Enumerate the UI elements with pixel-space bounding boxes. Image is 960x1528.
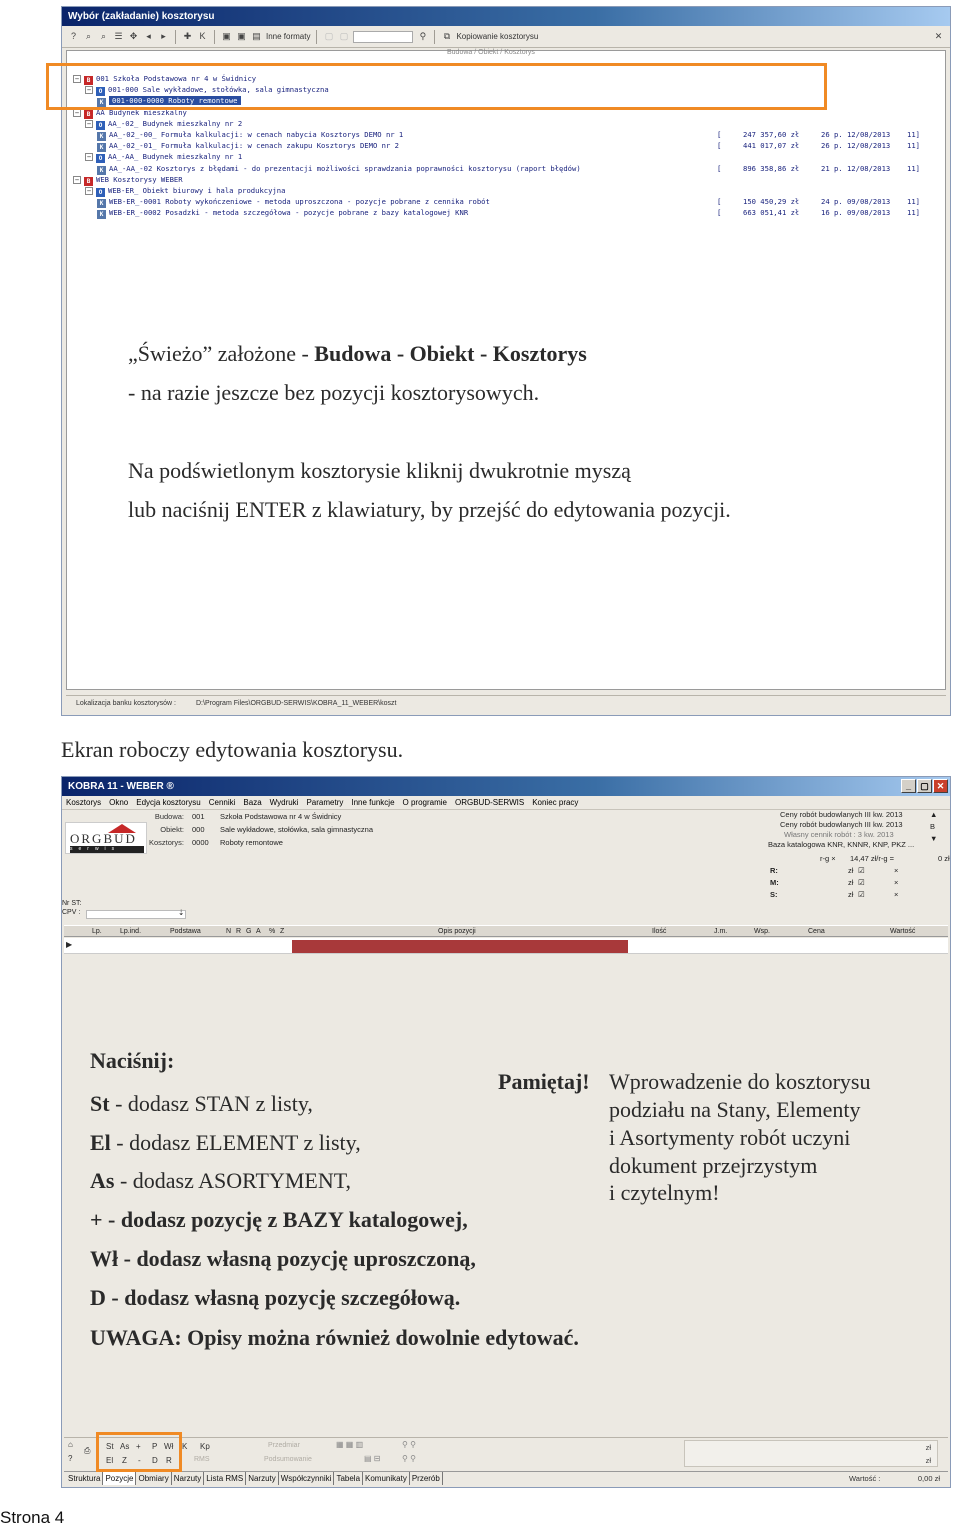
tab-6[interactable]: Narzuty [246, 1472, 279, 1485]
kosztorys-date: 26 p. 12/08/2013 [821, 141, 891, 151]
positions-grid-row[interactable] [64, 938, 948, 954]
przedmiar-button: Przedmiar [268, 1442, 300, 1449]
tree-item[interactable] [97, 163, 581, 174]
add-button[interactable]: + [136, 1442, 141, 1451]
collapse-icon[interactable]: − [86, 119, 92, 128]
kosztorys-tree [66, 50, 946, 690]
menu-item[interactable]: Edycja kosztorysu [136, 798, 201, 807]
cpv-label: CPV : [62, 909, 81, 916]
zoom-out-icon[interactable]: ⌕ [100, 31, 107, 41]
tree-item-label: AA_-AA_-02 Kosztorys z błędami - do prezentacji możliwości sprawdzania poprawności kosztorysu (raport błędów) [109, 163, 581, 173]
wartosc-value: 0,00 zł [917, 1474, 940, 1483]
budowa-code: 001 [192, 812, 205, 821]
menu-item[interactable]: Cenniki [208, 798, 236, 807]
arrow-right-icon[interactable]: ▸ [161, 31, 166, 41]
highlight-frame-new-kosztorys [46, 63, 827, 110]
copy-icon[interactable]: ⧉ [443, 31, 451, 41]
table-icon[interactable]: ▦ ▦ ▥ [336, 1440, 364, 1449]
instruction-el-text: - dodasz ELEMENT z listy, [110, 1130, 361, 1155]
tree-item-label: 001 Szkoła Podstawowa nr 4 w Świdnicy [96, 74, 257, 83]
row-pointer-icon: ▶ [66, 940, 73, 949]
uwaga-note: UWAGA: Opisy można również dowolnie edytować. [90, 1325, 579, 1350]
m-checkbox[interactable]: ☑ [858, 878, 865, 887]
instructions-title: Naciśnij: [90, 1048, 175, 1073]
app-title-text: KOBRA 11 - WEBER ® [68, 781, 174, 792]
kosztorys-date: 24 p. 09/08/2013 [821, 197, 891, 207]
instruction-wl: Wł - dodasz własną pozycję uproszczoną, [90, 1246, 476, 1271]
nr-st-label: Nr ST: [62, 900, 82, 907]
kosztorys-bracket: [ [717, 141, 722, 151]
kosztorys-bracket: [ [717, 208, 722, 218]
save-icon[interactable]: ▣ [222, 31, 231, 41]
menu-item[interactable]: Kosztorys [66, 798, 102, 807]
other-formats-button[interactable]: Inne formaty [266, 32, 311, 41]
app-title [62, 777, 950, 796]
s-checkbox[interactable]: ☑ [858, 890, 865, 899]
tree-item-label: AA_-02_-00_ Formuła kalkulacji: w cenach nabycia Kosztorys DEMO nr 1 [109, 130, 404, 139]
budowa-icon: B [84, 76, 93, 85]
menu-item[interactable]: O programie [402, 798, 447, 807]
add-button[interactable]: R [166, 1456, 172, 1465]
remember-line-5: i czytelnym! [609, 1180, 720, 1205]
collapse-icon[interactable]: − [74, 75, 80, 83]
tree-caption: Budowa / Obiekt / Kosztorys [447, 49, 535, 56]
budowa-icon: B [84, 177, 93, 186]
column-header[interactable]: Ilość [652, 928, 667, 935]
zoom-icon[interactable]: ⌕ [85, 31, 92, 41]
column-header[interactable]: Podstawa [170, 928, 201, 935]
remember-line-3: i Asortymenty robót uczyni [609, 1125, 851, 1150]
base-catalog: Baza katalogowa KNR, KNNR, KNP, PKZ ... [768, 840, 915, 849]
column-header[interactable]: Cena [808, 928, 825, 935]
search-field[interactable] [353, 31, 413, 43]
tree-item[interactable] [97, 207, 468, 218]
tab-8[interactable]: Tabela [334, 1472, 363, 1485]
tab-10[interactable]: Przerób [410, 1472, 443, 1485]
tree-item[interactable] [85, 118, 242, 129]
highlight-frame-add-buttons [96, 1432, 182, 1472]
kosztorys-icon: K [97, 143, 106, 152]
budowa-name: Szkoła Podstawowa nr 4 w Świdnicy [220, 812, 342, 821]
b-icon[interactable]: B [930, 822, 936, 831]
tree-item[interactable] [85, 185, 285, 196]
kosztorys-icon: K [97, 98, 106, 107]
column-header[interactable]: N [226, 928, 232, 935]
minimize-icon[interactable]: _ [901, 779, 916, 793]
kosztorys-date: 26 p. 12/08/2013 [821, 130, 891, 139]
column-header[interactable]: J.m. [714, 928, 728, 935]
tab-3[interactable]: Obmiary [136, 1472, 171, 1485]
kosztorys-name: Roboty remontowe [220, 838, 283, 847]
add-button[interactable]: P [152, 1442, 158, 1451]
caption-line-2: - na razie jeszcze bez pozycji kosztorysowych. [128, 380, 540, 405]
m-label: M: [770, 878, 779, 887]
instruction-d: D - dodasz własną pozycję szczegółową. [90, 1285, 461, 1310]
kosztorys-amount: 663 051,41 zł [743, 208, 800, 218]
column-header[interactable]: G [246, 928, 252, 935]
remember-title: Pamiętaj! [498, 1069, 590, 1094]
cpv-input[interactable] [86, 910, 186, 919]
tab-9[interactable]: Komunikaty [363, 1472, 410, 1485]
column-header[interactable]: % [269, 928, 276, 935]
move-icon[interactable]: ✥ [129, 31, 138, 41]
kosztorys-end: 11] [907, 208, 920, 218]
tab-4[interactable]: Narzuty [172, 1472, 205, 1485]
add-button[interactable]: - [138, 1456, 141, 1465]
disabled-icon: ▢ [324, 31, 334, 41]
s-times-icon: × [894, 890, 899, 899]
instruction-el [90, 1130, 361, 1156]
tree-item-label: 001-000 Sale wykładowe, stołówka, sala gimnastyczna [108, 85, 329, 95]
wartosc-summary [849, 1472, 940, 1485]
new-position-cell[interactable] [292, 940, 628, 953]
instruction-st-text: - dodasz STAN z listy, [109, 1091, 313, 1116]
collapse-icon[interactable]: − [86, 86, 92, 95]
m-times-icon: × [894, 878, 899, 887]
kosztorys-icon: K [97, 199, 106, 208]
obiekt-label: Obiekt: [160, 825, 184, 834]
add-icon[interactable]: ✚ [183, 31, 192, 41]
tree-item-label: AA_-02_-01_ Formuła kalkulacji: w cenach zakupu Kosztorys DEMO nr 2 [109, 141, 399, 151]
orgbud-logo [65, 822, 147, 854]
r-times-icon: × [894, 866, 899, 875]
kosztorys-icon: K [97, 166, 106, 175]
status-path: D:\Program Files\ORGBUD-SERWIS\KOBRA_11_WEBER\koszt [196, 700, 397, 707]
menu-item[interactable]: Wydruki [269, 798, 299, 807]
column-header[interactable]: A [256, 928, 261, 935]
kosztorys-bracket: [ [717, 197, 722, 207]
kosztorys-amount: 247 357,60 zł [743, 130, 800, 139]
kosztorys-amount: 150 450,29 zł [743, 197, 800, 207]
collapse-icon[interactable]: − [74, 175, 80, 184]
column-header[interactable]: Z [280, 928, 285, 935]
arrow-left-icon[interactable]: ◂ [146, 31, 151, 41]
obiekt-icon: O [96, 154, 105, 163]
tree-item-label: WEB-ER_-0002 Posadzki - metoda szczegółowa - pozycje pobrane z bazy katalogowej KNR [109, 208, 469, 218]
add-button[interactable]: As [120, 1442, 130, 1451]
kosztorys-label: Kosztorys: [148, 838, 184, 847]
list-icon[interactable]: ☰ [114, 31, 123, 41]
column-header[interactable]: Lp.ind. [120, 928, 142, 935]
price-list-2: Ceny robót budowlanych III kw. 2013 [780, 820, 903, 829]
caption-line-1-bold: Budowa - Obiekt - Kosztorys [314, 341, 587, 366]
menu-bar [62, 796, 950, 810]
totals-panel [684, 1440, 938, 1467]
obiekt-icon: O [96, 87, 105, 96]
kosztorys-bracket: [ [717, 130, 722, 139]
delete-icon[interactable]: ▤ ⊟ [364, 1454, 381, 1463]
caption-line-4: lub naciśnij ENTER z klawiatury, by przejść do edytowania pozycji. [128, 497, 731, 522]
bottom-tabs [64, 1471, 948, 1485]
key-el: El [90, 1130, 111, 1155]
filter-icon[interactable]: ⚲ ⚲ [402, 1454, 416, 1463]
caption-line-3: Na podświetlonym kosztorysie kliknij dwukrotnie myszą [128, 458, 631, 483]
column-header[interactable]: Wsp. [754, 928, 770, 935]
tree-item-label: WEB Kosztorysy WEBER [96, 174, 183, 184]
open-icon[interactable]: ⌂ [68, 1440, 73, 1449]
kosztorys-code: 0000 [192, 838, 209, 847]
total-currency-1: zł [925, 1443, 931, 1452]
help-icon[interactable]: ? [70, 31, 76, 41]
add-button[interactable]: St [106, 1442, 114, 1451]
total-currency-2: zł [925, 1456, 931, 1465]
s-currency: zł [848, 890, 854, 899]
positions-grid-header [64, 925, 948, 937]
tree-item-label: WEB-ER_-0001 Roboty wykończeniowe - metoda uproszczona - pozycje pobrane z cennika robót [109, 197, 490, 207]
window-title: Wybór (zakładanie) kosztorysu [62, 7, 950, 26]
instruction-plus: + - dodasz pozycję z BAZY katalogowej, [90, 1207, 468, 1232]
menu-item[interactable]: Inne funkcje [351, 798, 395, 807]
save-as-icon[interactable]: ▣ [237, 31, 246, 41]
rg-label: r-g × [820, 854, 836, 863]
podsumowanie-button: Podsumowanie [264, 1456, 312, 1463]
selection-toolbar [62, 26, 950, 48]
key-as: As [90, 1168, 115, 1193]
maximize-icon[interactable]: ▢ [917, 779, 932, 793]
arrow-up-icon[interactable]: ▲ [930, 810, 938, 819]
caption-line-1-pre: „Świeżo” założone - [128, 341, 315, 366]
rms-button: RMS [194, 1456, 210, 1463]
remember-line-1: Wprowadzenie do kosztorysu [609, 1069, 871, 1094]
binoculars-icon[interactable]: ⚲ [419, 31, 427, 41]
kosztorys-date: 16 p. 09/08/2013 [821, 208, 891, 218]
search-icon[interactable]: ⚲ ⚲ [402, 1440, 416, 1449]
page-number: Strona 4 [0, 1508, 65, 1527]
arrow-down-icon[interactable]: ▼ [930, 834, 938, 843]
export-icon[interactable]: ▤ [252, 31, 261, 41]
instruction-as [90, 1168, 351, 1194]
tree-item-label: AA_-AA_ Budynek mieszkalny nr 1 [108, 152, 243, 162]
s-label: S: [770, 890, 778, 899]
cpv-dropdown-icon[interactable]: ⇣ [178, 908, 185, 917]
obiekt-row [140, 825, 373, 834]
logo-text: ORGBUD [70, 831, 137, 846]
budowa-row [140, 812, 341, 821]
obiekt-code: 000 [192, 825, 205, 834]
logo-subtext: serwis [70, 846, 144, 853]
add-button[interactable]: Kp [200, 1442, 210, 1451]
positions-grid-body [64, 955, 948, 1435]
print-icon[interactable]: ⎙ [84, 1446, 91, 1455]
tree-item-label: 001-000-0000 Roboty remontowe [109, 96, 241, 105]
column-header[interactable]: Opis pozycji [438, 928, 476, 935]
rg-total: 0 zł [938, 854, 950, 863]
copy-kosztorys-button[interactable]: Kopiowanie kosztorysu [456, 32, 539, 41]
bottom-toolbar [64, 1437, 948, 1469]
kosztorys-bracket: [ [717, 163, 722, 173]
help-icon-bottom[interactable]: ? [68, 1454, 73, 1463]
status-bar [66, 695, 946, 711]
collapse-icon[interactable]: − [86, 153, 92, 162]
tab-7[interactable]: Współczynniki [279, 1472, 335, 1485]
m-currency: zł [848, 878, 854, 887]
r-label: R: [770, 866, 778, 875]
key-icon[interactable]: K [199, 31, 206, 41]
tree-item-label: AA Budynek mieszkalny [96, 107, 187, 117]
section-title: Ekran roboczy edytowania kosztorysu. [61, 737, 404, 762]
rg-value: 14,47 zł/r-g = [850, 854, 894, 863]
tree-item[interactable] [85, 151, 242, 162]
instruction-as-text: - dodasz ASORTYMENT, [114, 1168, 352, 1193]
r-checkbox[interactable]: ☑ [858, 866, 865, 875]
add-button[interactable]: Z [122, 1456, 127, 1465]
tab-5[interactable]: Lista RMS [204, 1472, 246, 1485]
close-window-icon[interactable]: ✕ [933, 779, 948, 793]
menu-item[interactable]: Parametry [306, 798, 344, 807]
status-label: Lokalizacja banku kosztorysów : [76, 700, 176, 707]
kosztorys-header [62, 810, 950, 920]
price-list-1: Ceny robót budowlanych III kw. 2013 [780, 810, 903, 819]
disabled-icon-2: ▢ [339, 31, 349, 41]
key-st: St [90, 1091, 110, 1116]
wartosc-label: Wartość : [848, 1474, 881, 1483]
menu-item[interactable]: Koniec pracy [532, 798, 579, 807]
tab-1[interactable]: Struktura [66, 1472, 103, 1485]
menu-item[interactable]: ORGBUD-SERWIS [454, 798, 525, 807]
tree-item[interactable] [97, 196, 490, 207]
tab-2[interactable]: Pozycje [103, 1472, 136, 1485]
column-header[interactable]: R [236, 928, 242, 935]
budowa-icon: B [84, 110, 93, 119]
add-button[interactable]: K [182, 1442, 188, 1451]
obiekt-icon: O [96, 188, 105, 197]
remember-line-4: dokument przejrzystym [609, 1153, 818, 1178]
column-header[interactable]: Lp. [92, 928, 102, 935]
instruction-st [90, 1091, 313, 1117]
kosztorys-icon: K [97, 210, 106, 219]
tree-item[interactable] [97, 140, 399, 151]
obiekt-icon: O [96, 121, 105, 130]
tree-item[interactable] [97, 129, 403, 140]
kosztorys-icon: K [97, 132, 106, 141]
menu-item[interactable]: Baza [243, 798, 262, 807]
column-header[interactable]: Wartość [890, 928, 916, 935]
close-icon[interactable]: ✕ [934, 31, 943, 41]
add-button[interactable]: El [106, 1456, 114, 1465]
tree-item-label: AA_-02_ Budynek mieszkalny nr 2 [108, 118, 243, 128]
tree-item[interactable] [73, 174, 183, 185]
kosztorys-end: 11] [907, 197, 920, 207]
add-button[interactable]: D [152, 1456, 158, 1465]
tree-item-label: WEB-ER_ Obiekt biurowy i hala produkcyjna [108, 186, 286, 195]
collapse-icon[interactable]: − [86, 187, 92, 195]
kosztorys-end: 11] [907, 130, 920, 139]
add-button[interactable]: Wł [164, 1442, 174, 1451]
obiekt-name: Sale wykładowe, stołówka, sala gimnastyczna [220, 825, 373, 834]
r-currency: zł [848, 866, 854, 875]
kosztorys-amount: 441 017,07 zł [743, 141, 800, 151]
collapse-icon[interactable]: − [74, 108, 80, 117]
kosztorys-date: 21 p. 12/08/2013 [821, 163, 891, 173]
kosztorys-row [140, 838, 283, 847]
remember-line-2: podziału na Stany, Elementy [609, 1097, 861, 1122]
caption-line-1 [128, 341, 587, 367]
kosztorys-end: 11] [907, 163, 920, 173]
budowa-label: Budowa: [154, 812, 184, 821]
kosztorys-amount: 896 358,86 zł [743, 163, 800, 173]
price-list-3: Własny cennik robót : 3 kw. 2013 [784, 830, 894, 839]
menu-item[interactable]: Okno [109, 798, 129, 807]
kosztorys-end: 11] [907, 141, 920, 151]
